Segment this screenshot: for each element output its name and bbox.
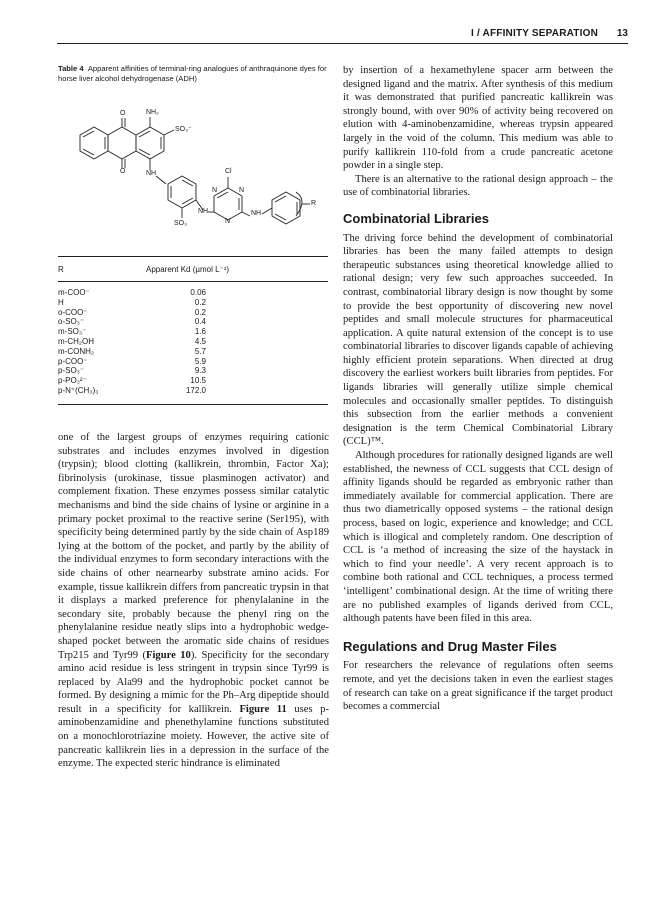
left-body-text xyxy=(58,431,329,771)
table-row xyxy=(58,317,328,327)
table-row xyxy=(58,386,328,396)
running-head: I / AFFINITY SEPARATION xyxy=(470,28,598,39)
cell-r: m-SO₃⁻ xyxy=(58,327,87,337)
table-row xyxy=(58,327,328,337)
body-paragraph: For researchers the relevance of regulations often seems remote, and yet the decisions taken in even the earliest stages of research can take on a great significance if the target product becomes a commercial xyxy=(343,660,613,713)
table-row xyxy=(58,347,328,357)
cell-r: p-SO₃⁻ xyxy=(58,366,85,376)
cell-r: p-PO₃²⁻ xyxy=(58,376,87,386)
label-nh-mid: NH xyxy=(198,208,209,215)
label-r: R xyxy=(311,200,317,207)
label-n3: N xyxy=(225,218,231,225)
text-run: ). Specificity for the secondary amino acid residue is less stringent in trypsin since Tyr99 is replaced by Ala99 and the hydrophobic pocket cannot be formed. By designing a mimic for the Ph–Arg dipeptide should result in a specificity for kallikrein. xyxy=(58,649,330,715)
cell-r: o-SO₃⁻ xyxy=(58,317,85,327)
cell-kd: 1.6 xyxy=(194,327,206,337)
header-rule xyxy=(57,43,628,44)
label-so3-top: SO₃⁻ xyxy=(175,126,192,133)
text-run: one of the largest groups of enzymes requiring cationic substrates and includes enzymes involved in digestion (trypsin); blood clotting (kallikrein, thrombin, Factor Xa); fibrinolysis (urokinase, tissue plasminogen activator) and complement fixation. These enzymes possess similar catalytic mechanisms and bind the side chains of lysine or arginine in a primary pocket proximal to the reactive serine (Ser195), with specificity being determined partly by the side chain of Asp189 lying at the bottom of the pocket, and partly by the ability of the individual enzymes to form secondary interactions with the side chains of other nearnearby substrate amino acids. For example, tissue kallikrein differs from pancreatic trypsin in that it displays a marked preference for phenylalanine in the secondary site, probably because the phenyl ring on the phenylalanine residue neatly slips into a hydrophobic wedge-shaped pocket between the aromatic side chains of residues Trp215 and Tyr99 ( xyxy=(58,432,329,661)
table-body xyxy=(58,282,328,405)
label-o-top: O xyxy=(120,110,126,117)
label-nh-right: NH xyxy=(251,210,262,217)
table-row xyxy=(58,366,328,376)
cell-kd: 9.3 xyxy=(194,366,206,376)
cell-r: m-CH₂OH xyxy=(58,336,94,346)
affinity-table xyxy=(58,256,328,405)
section-heading-combinatorial: Combinatorial Libraries xyxy=(343,210,489,226)
figure-11-link[interactable]: Figure 11 xyxy=(239,703,287,715)
section-heading-regulations: Regulations and Drug Master Files xyxy=(343,638,557,654)
cell-kd: 5.7 xyxy=(194,346,206,356)
cell-kd: 0.2 xyxy=(194,307,206,317)
cell-kd: 0.2 xyxy=(194,297,206,307)
cell-kd: 0.06 xyxy=(190,288,206,297)
table-row xyxy=(58,357,328,367)
table-row xyxy=(58,288,328,298)
table-header-row xyxy=(58,256,328,282)
left-column xyxy=(58,64,328,405)
body-paragraph: There is an alternative to the rational design approach – the use of combinatorial libraries. xyxy=(343,173,613,199)
cell-r: p-N⁺(CH₃)₃ xyxy=(58,385,99,395)
cell-r: o-COO⁻ xyxy=(58,307,88,317)
table-row xyxy=(58,298,328,308)
cell-kd: 0.4 xyxy=(194,317,206,327)
label-nh-left: NH xyxy=(146,170,157,177)
cell-kd: 172.0 xyxy=(185,385,206,395)
label-so3-bottom: SO₃ xyxy=(174,220,187,227)
cell-r: H xyxy=(58,297,64,307)
text-run: uses p-aminobenzamidine and phenethylamine functions substituted on a monochlorotriazine moiety. However, the active site of pancreatic kallikrein lies in a depression in the surface of the enzyme. The expected steric hindrance is eliminated xyxy=(58,703,329,770)
chemical-structure xyxy=(58,88,328,238)
table-row xyxy=(58,376,328,386)
label-o-bottom: O xyxy=(120,168,126,175)
page-number: 13 xyxy=(616,28,628,39)
figure-10-link[interactable]: Figure 10 xyxy=(145,649,191,661)
body-paragraph: The driving force behind the development of combinatorial libraries has been the many failed attempts to design therapeutic substances using theoretical knowledge allied to rational design; very few such approaches succeeded. In contrast, combinatorial library design is now thought by some to provide the best opportunity of discovering new novel peptides and small molecule structures for pharmaceutical application. A quite natural extension of the concept is to use combinatorial libraries to discover ligands capable of achieving highly efficient protein separations. When directed at drug discovery the earliest workers built libraries from peptides. For ligands libraries will generally utilize simple chemical molecules and occasionally smaller peptides. To distinguish this subsection from the earlier methods a convenient designation is the term Chemical Combinatorial Library (CCL)™. xyxy=(343,232,613,448)
label-cl: Cl xyxy=(225,168,232,175)
body-paragraph xyxy=(58,431,329,771)
right-column xyxy=(343,64,613,714)
label-n1: N xyxy=(212,187,218,194)
cell-r: m-CONH₂ xyxy=(58,346,94,356)
cell-kd: 5.9 xyxy=(194,356,206,366)
column-header-kd: Apparent Kd (µmol L⁻¹) xyxy=(146,264,230,274)
table-row xyxy=(58,308,328,318)
table-row xyxy=(58,337,328,347)
body-paragraph: by insertion of a hexamethylene spacer arm between the designed ligand and the matrix. After synthesis of this medium it was demonstrated that purified pancreatic kallikrein was strongly bound, with over 90% of activity being recovered on elution with 4-aminobenzamidine, whereas trypsin appeared largely in the void of the column. This medium was able to purify kallikrein 110-fold from a crude pancreatic acetone powder in a single step. xyxy=(343,65,613,172)
table-label: Table 4 xyxy=(58,64,84,73)
running-header xyxy=(30,28,628,42)
cell-r: m-COO⁻ xyxy=(58,288,90,297)
table-caption xyxy=(58,64,328,84)
column-header-r: R xyxy=(58,264,64,274)
body-paragraph: Although procedures for rationally designed ligands are well established, the newness of CCL suggests that CCL design of affinity ligands should be regarded as embryonic rather than immediately available for commercial application. There are thus two diametrically opposed systems – the rational design process, based on logic, experience and knowledge; and CCL which is illogical and completely random. One description of CCL is ‘a method of increasing the size of the haystack in which to find your needle’. A very recent approach is to combine both rational and CCL techniques, a process termed ‘intelligent’ combinational design. At the time of writing there are no published examples of ligands derived from CCL, although patents have been filed in this area. xyxy=(343,450,613,625)
cell-kd: 10.5 xyxy=(190,376,206,386)
label-n2: N xyxy=(239,187,245,194)
cell-kd: 4.5 xyxy=(194,336,206,346)
cell-r: p-COO⁻ xyxy=(58,356,88,366)
label-nh2: NH₂ xyxy=(146,109,159,116)
structure-drawing xyxy=(58,88,328,238)
table-caption-text: Apparent affinities of terminal-ring analogues of anthraquinone dyes for horse liver alcohol dehydrogenase (ADH) xyxy=(58,64,327,83)
